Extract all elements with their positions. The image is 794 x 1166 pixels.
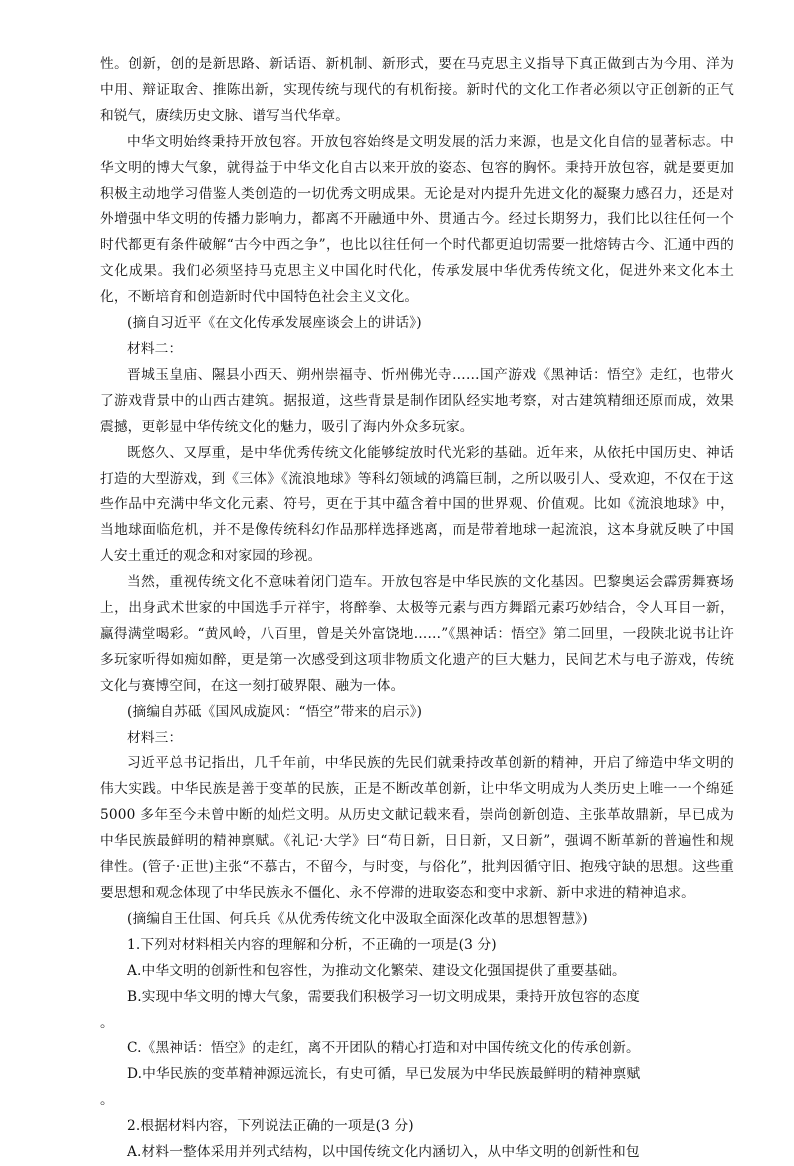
paragraph-tradition-foundation: 既悠久、又厚重，是中华优秀传统文化能够绽放时代光彩的基础。近年来，从依托中国历史、神话打造的大型游戏，到《三体》《流浪地球》等科幻领域的鸿篇巨制，之所以吸引人、受欢迎，不仅在于这些作品中充满中华文化元素、符号，更在于其中蕴含着中国的世界观、价值观。比如《流浪地球》中，当地球面临危机，并不是像传统科幻作品那样选择逃离，而是带着地球一起流浪，这本身就反映了中国人安土重迁的观念和对家园的珍视。 [100, 444, 734, 565]
source-citation-1: (摘自习近平《在文化传承发展座谈会上的讲话》) [127, 315, 422, 332]
question-1-option-d: D.中华民族的变革精神源远流长，有史可循，早已发展为中华民族最鲜明的精神禀赋 [127, 1066, 641, 1083]
source-citation-3: (摘编自王仕国、何兵兵《从优秀传统文化中汲取全面深化改革的思想智慧》) [127, 910, 588, 927]
material-2-heading: 材料二： [127, 340, 183, 357]
question-2-option-a: A.材料一整体采用并列式结构，以中国传统文化内涵切入，从中华文明的创新性和包 [127, 1144, 640, 1161]
source-citation-2: (摘编自苏砥《国风成旋风：“悟空”带来的启示》) [127, 703, 423, 720]
question-1-option-d-wrap: 。 [100, 1092, 114, 1109]
material-3-heading: 材料三： [127, 729, 183, 746]
question-1-stem: 1.下列对材料相关内容的理解和分析，不正确的一项是(3 分) [127, 936, 497, 953]
question-1-option-a: A.中华文明的创新性和包容性，为推动文化繁荣、建设文化强国提供了重要基础。 [127, 962, 626, 979]
question-2-stem: 2.根据材料内容，下列说法正确的一项是(3 分) [127, 1118, 414, 1135]
question-1-option-b: B.实现中华文明的博大气象，需要我们积极学习一切文明成果，秉持开放包容的态度 [127, 988, 640, 1005]
question-1-option-b-wrap: 。 [100, 1014, 114, 1031]
paragraph-reform-spirit: 习近平总书记指出，几千年前，中华民族的先民们就秉持改革创新的精神，开启了缔造中华文明的伟大实践。中华民族是善于变革的民族，正是不断改革创新，让中华文明成为人类历史上唯一一个绵延 5000 多年至今未曾中断的灿烂文明。从历史文献记载来看，崇尚创新创造、主张革故鼎新，早已成为中华民族最鲜明的精神禀赋。《礼记·大学》曰“苟日新，日日新，又日新”，强调不断革新的普遍性和规律性。(管子·正世)主张“不慕古，不留今，与时变，与俗化”，批判因循守旧、抱残守缺的思想。这些重要思想和观念体现了中华民族永不僵化、永不停滞的进取姿态和变中求新、新中求进的精神追求。 [100, 755, 734, 901]
paragraph-intro-continuation: 性。创新，创的是新思路、新话语、新机制、新形式，要在马克思主义指导下真正做到古为今用、洋为中用、辩证取舍、推陈出新，实现传统与现代的有机衔接。新时代的文化工作者必须以守正创新的正气和锐气，赓续历史文脉、谱写当代华章。 [100, 56, 734, 124]
paragraph-openness: 中华文明始终秉持开放包容。开放包容始终是文明发展的活力来源，也是文化自信的显著标志。中华文明的博大气象，就得益于中华文化自古以来开放的姿态、包容的胸怀。秉持开放包容，就是要更加积极主动地学习借鉴人类创造的一切优秀文明成果。无论是对内提升先进文化的凝聚力感召力，还是对外增强中华文明的传播力影响力，都离不开融通中外、贯通古今。经过长期努力，我们比以往任何一个时代都更有条件破解“古今中西之争”，也比以往任何一个时代都更迫切需要一批熔铸古今、汇通中西的文化成果。我们必须坚持马克思主义中国化时代化，传承发展中华优秀传统文化，促进外来文化本土化，不断培育和创造新时代中国特色社会主义文化。 [100, 133, 734, 306]
question-1-option-c: C.《黑神话：悟空》的走红，离不开团队的精心打造和对中国传统文化的传承创新。 [127, 1040, 640, 1057]
paragraph-black-myth: 晋城玉皇庙、隰县小西天、朔州崇福寺、忻州佛光寺……国产游戏《黑神话：悟空》走红，也带火了游戏背景中的山西古建筑。据报道，这些背景是制作团队经实地考察，对古建筑精细还原而成，效果震撼，更彰显中华传统文化的魅力，吸引了海内外众多玩家。 [100, 366, 734, 435]
paragraph-openness-gene: 当然，重视传统文化不意味着闭门造车。开放包容是中华民族的文化基因。巴黎奥运会霹雳舞赛场上，出身武术世家的中国选手亓祥宇，将醉拳、太极等元素与西方舞蹈元素巧妙结合，令人耳目一新，赢得满堂喝彩。“黄风岭，八百里，曾是关外富饶地……”《黑神话：悟空》第二回里，一段陕北说书让许多玩家听得如痴如醉，更是第一次感受到这项非物质文化遗产的巨大魅力，民间艺术与电子游戏，传统文化与赛博空间，在这一刻打破界限、融为一体。 [100, 574, 734, 694]
